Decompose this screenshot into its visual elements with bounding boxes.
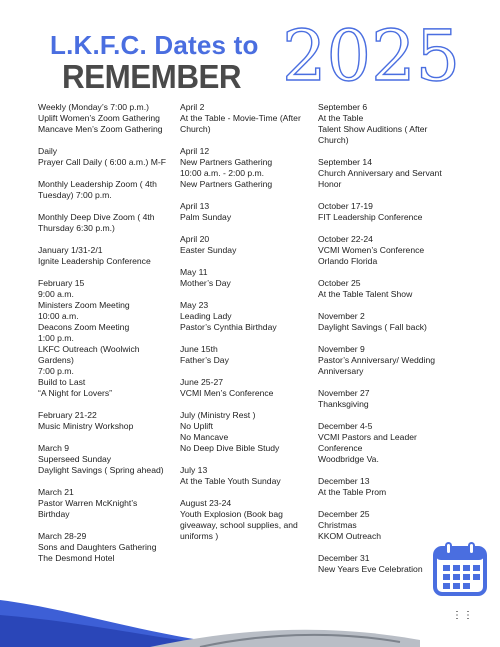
event-gap [180,223,315,234]
event-entry: February 15 9:00 a.m. Ministers Zoom Meeting 10:00 a.m. Deacons Zoom Meeting 1:00 p.m. LKFC Outreach (Woolwich Gardens) 7:00 p.m. Build to Last “A Night for Lovers” [38,278,140,398]
event-entry: April 2 At the Table - Movie-Time (After Church) [180,102,301,134]
event-entry: March 28-29 Sons and Daughters Gathering The Desmond Hotel [38,531,157,563]
event-entry: May 23 Leading Lady Pastor’s Cynthia Birthday [180,300,277,332]
event-entry: December 31 New Years Eve Celebration [318,553,423,574]
event-entry: June 15th Father’s Day [180,344,229,365]
event-gap [38,520,174,531]
event-gap [180,256,315,267]
event-entry: September 6 At the Table Talent Show Auditions ( After Church) [318,102,428,145]
event-entry: Monthly Leadership Zoom ( 4th Tuesday) 7:00 p.m. [38,179,157,200]
event-gap [318,498,468,509]
event-entry: January 1/31-2/1 Ignite Leadership Conference [38,245,151,266]
event-gap [318,410,468,421]
event-gap [318,465,468,476]
event-gap [318,190,468,201]
event-gap [38,432,174,443]
event-entry: March 21 Pastor Warren McKnight’s Birthday [38,487,138,519]
event-gap [180,399,315,410]
event-gap [180,454,315,465]
event-gap [180,366,315,377]
event-entry: February 21-22 Music Ministry Workshop [38,410,134,431]
event-gap [180,333,315,344]
event-gap [38,476,174,487]
event-entry: December 4-5 VCMI Pastors and Leader Conference Woodbridge Va. [318,421,417,464]
decorative-swoosh [0,560,500,647]
event-entry: March 9 Superseed Sunday Daylight Savings ( Spring ahead) [38,443,164,475]
header-subtitle: REMEMBER [62,58,242,95]
event-gap [38,234,174,245]
event-gap [180,487,315,498]
header-title: L.K.F.C. Dates to [50,30,259,60]
event-gap [38,135,174,146]
event-gap [180,190,315,201]
header-year-text: 2025 [282,15,461,97]
event-entry: April 20 Easter Sunday [180,234,237,255]
event-gap [38,168,174,179]
event-entry: October 25 At the Table Talent Show [318,278,413,299]
event-entry: November 27 Thanksgiving [318,388,370,409]
event-gap [38,399,174,410]
event-gap [180,135,315,146]
event-entry: Monthly Deep Dive Zoom ( 4th Thursday 6:30 p.m.) [38,212,155,233]
event-entry: October 22-24 VCMI Women’s Conference Orlando Florida [318,234,425,266]
event-entry: November 2 Daylight Savings ( Fall back) [318,311,427,332]
event-entry: Daily Prayer Call Daily ( 6:00 a.m.) M-F [38,146,166,167]
event-gap [318,333,468,344]
event-entry: Weekly (Monday’s 7:00 p.m.) Uplift Women’s Zoom Gathering Mancave Men’s Zoom Gathering [38,102,163,134]
event-gap [318,300,468,311]
event-entry: July (Ministry Rest ) No Uplift No Mancave No Deep Dive Bible Study [180,410,280,453]
event-gap [318,223,468,234]
event-gap [318,267,468,278]
header-year [280,15,461,97]
event-entry: October 17-19 FIT Leadership Conference [318,201,423,222]
column-3 [318,102,468,575]
column-2 [180,102,315,542]
event-gap [38,201,174,212]
calendar-icon [432,541,488,597]
event-gap [38,267,174,278]
event-entry: April 13 Palm Sunday [180,201,232,222]
event-entry: September 14 Church Anniversary and Servant Honor [318,157,442,189]
event-gap [318,146,468,157]
event-gap [180,289,315,300]
event-gap [318,377,468,388]
column-1 [38,102,174,564]
event-entry: August 23-24 Youth Explosion (Book bag giveaway, school supplies, and uniforms ) [180,498,298,541]
event-entry: December 25 Christmas KKOM Outreach [318,509,382,541]
event-entry: May 11 Mother’s Day [180,267,231,288]
event-entry: April 12 New Partners Gathering 10:00 a.m. - 2:00 p.m. New Partners Gathering [180,146,273,189]
event-entry: December 13 At the Table Prom [318,476,387,497]
dots-icon: ⋮⋮ [452,610,474,621]
event-entry: June 25-27 VCMI Men’s Conference [180,377,274,398]
event-entry: November 9 Pastor’s Anniversary/ Wedding Anniversary [318,344,436,376]
event-entry: July 13 At the Table Youth Sunday [180,465,281,486]
